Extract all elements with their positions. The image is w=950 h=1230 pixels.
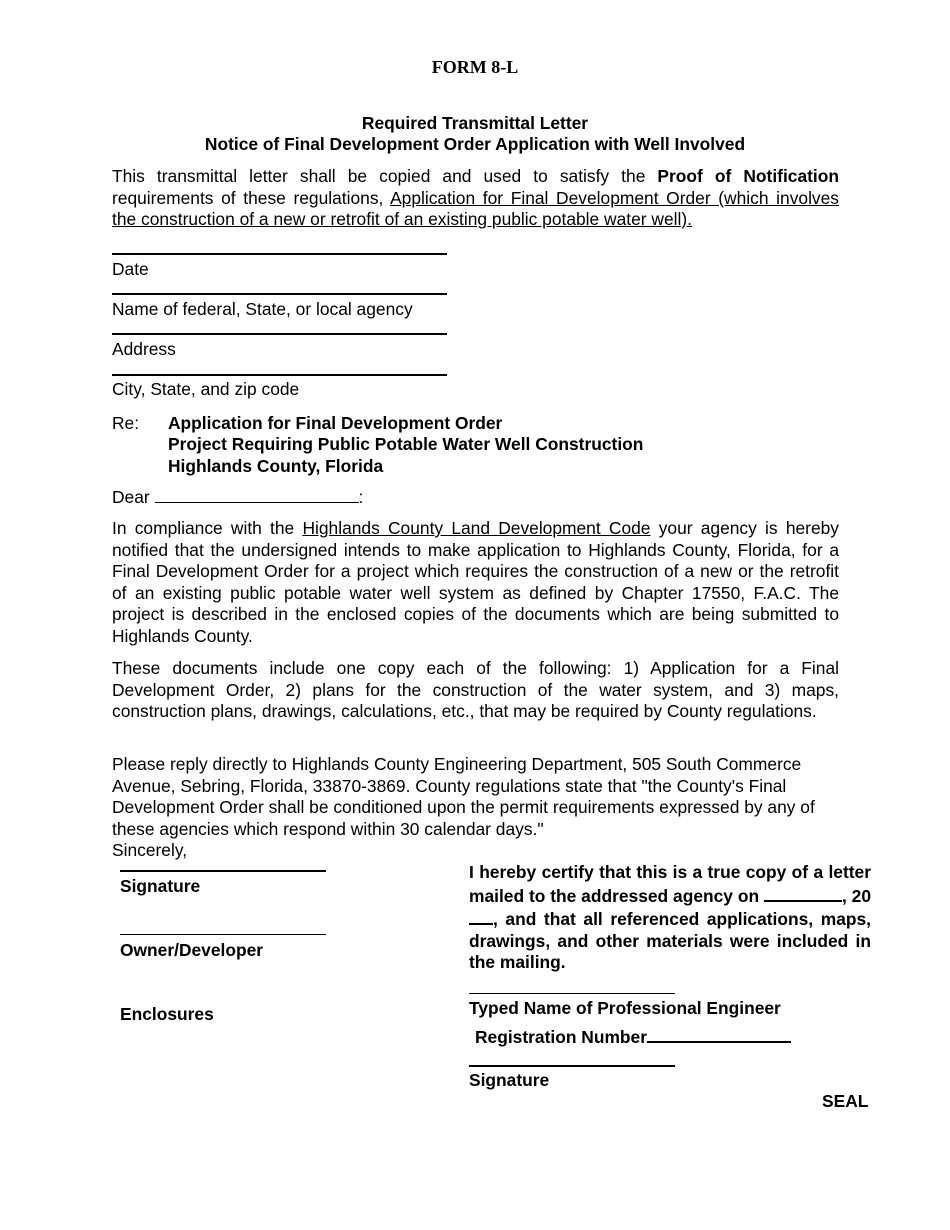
para1-text-1: In compliance with the xyxy=(112,518,303,538)
certify-text-3: , and that all referenced applications, maps, drawings, and other materials were included in the mailing. xyxy=(469,909,871,972)
closing: Sincerely, xyxy=(112,840,188,860)
certification-paragraph xyxy=(469,862,871,974)
date-label: Date xyxy=(112,259,149,279)
engineer-name-label: Typed Name of Professional Engineer xyxy=(469,998,781,1018)
engineer-signature-label: Signature xyxy=(469,1070,550,1090)
salutation-colon: : xyxy=(358,487,364,507)
year-blank[interactable] xyxy=(469,907,493,925)
intro-text-1: This transmittal letter shall be copied and used to satisfy the xyxy=(112,166,658,186)
addressee-blank[interactable] xyxy=(155,486,359,503)
reply-paragraph: Please reply directly to Highlands County Engineering Department, 505 South Commerce Avenue, Sebring, Florida, 33870-3869. County regulations state that "the County's Final Development Order shall be conditioned upon the permit requirements expressed by any of these agencies which respond within 30 calendar days." xyxy=(112,754,815,839)
owner-developer-label: Owner/Developer xyxy=(120,940,264,960)
intro-paragraph xyxy=(112,166,839,231)
mail-date-blank[interactable] xyxy=(764,884,842,902)
owner-signature-line[interactable] xyxy=(120,870,326,872)
registration-label: Registration Number xyxy=(475,1027,647,1047)
address-line[interactable] xyxy=(112,333,447,335)
engineer-name-line[interactable] xyxy=(469,993,675,994)
heading-notice: Notice of Final Development Order Application with Well Involved xyxy=(204,134,746,154)
heading-transmittal-letter: Required Transmittal Letter xyxy=(361,113,589,133)
re-line-2: Project Requiring Public Potable Water Well Construction xyxy=(168,434,644,454)
engineer-signature-line[interactable] xyxy=(469,1065,675,1067)
city-line[interactable] xyxy=(112,374,447,376)
para1-underlined-code: Highlands County Land Development Code xyxy=(302,518,651,538)
dear-text: Dear xyxy=(112,487,150,507)
owner-developer-line[interactable] xyxy=(120,934,326,935)
intro-underlined: Application for Final Development Order (which involves the construction of a new or retrofit of an existing public potable water well). xyxy=(112,187,839,229)
seal-label: SEAL xyxy=(822,1091,869,1111)
salutation xyxy=(112,486,363,509)
form-title: FORM 8-L xyxy=(431,57,519,77)
agency-label: Name of federal, State, or local agency xyxy=(112,299,413,319)
agency-line[interactable] xyxy=(112,293,447,295)
date-line[interactable] xyxy=(112,253,447,255)
compliance-paragraph xyxy=(112,518,839,647)
re-line-3: Highlands County, Florida xyxy=(168,456,384,476)
intro-bold-proof: Proof of Notification xyxy=(657,166,839,186)
re-line-1: Application for Final Development Order xyxy=(168,413,503,433)
documents-paragraph: These documents include one copy each of the following: 1) Application for a Final Development Order, 2) plans for the construction of the water system, and 3) maps, construction plans, drawings, calculations, etc., that may be required by County regulations. xyxy=(112,658,839,721)
registration-blank[interactable] xyxy=(647,1025,791,1043)
registration-number xyxy=(475,1025,791,1049)
address-label: Address xyxy=(112,339,176,359)
certify-text-1: I hereby certify that this is a true copy of a letter mailed to the addressed agency on xyxy=(469,862,871,906)
para1-text-2: your agency is hereby notified that the undersigned intends to make application to Highlands County, Florida, for a Final Development Order for a project which requires the construction of a new or the retrofit of an existing public potable water well system as defined by Chapter 17550, F.A.C. The project is described in the enclosed copies of the documents which are being submitted to Highlands County. xyxy=(112,518,839,646)
owner-signature-label: Signature xyxy=(120,876,201,896)
intro-text-2: requirements of these regulations, xyxy=(112,187,391,208)
re-label: Re: xyxy=(112,413,140,433)
enclosures-label: Enclosures xyxy=(120,1004,214,1024)
city-label: City, State, and zip code xyxy=(112,379,300,399)
certify-text-2: , 20 xyxy=(841,885,871,906)
